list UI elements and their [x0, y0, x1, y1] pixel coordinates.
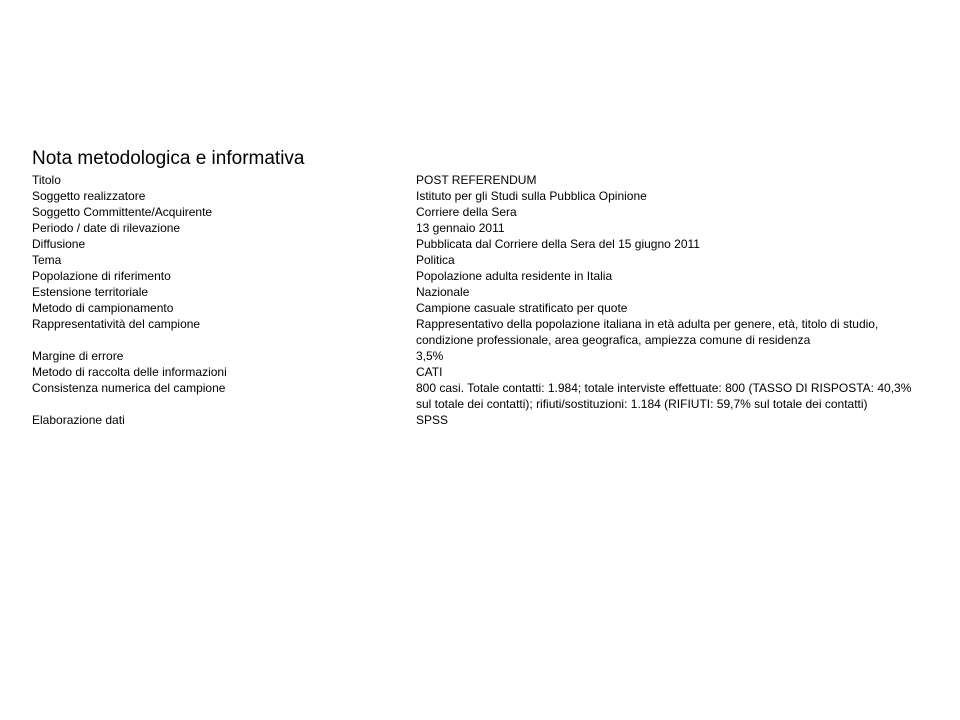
row-label: Metodo di raccolta delle informazioni	[32, 365, 227, 379]
row-label: Periodo / date di rilevazione	[32, 221, 181, 235]
table-row	[32, 284, 912, 300]
row-label: Margine di errore	[32, 349, 124, 363]
row-value: SPSS	[416, 413, 449, 427]
row-label: Metodo di campionamento	[32, 301, 174, 315]
table-row	[32, 188, 912, 204]
table-row	[32, 348, 912, 364]
row-value: CATI	[416, 365, 443, 379]
table-row	[32, 380, 912, 412]
row-value: POST REFERENDUM	[416, 173, 537, 187]
page-title: Nota metodologica e informativa	[32, 148, 305, 169]
table-row	[32, 364, 912, 380]
row-label: Elaborazione dati	[32, 413, 125, 427]
row-value: Popolazione adulta residente in Italia	[416, 269, 613, 283]
row-value: 13 gennaio 2011	[416, 221, 505, 235]
row-label: Tema	[32, 253, 62, 267]
table-row	[32, 300, 912, 316]
row-label: Soggetto realizzatore	[32, 189, 146, 203]
row-label: Diffusione	[32, 237, 86, 251]
row-value: Istituto per gli Studi sulla Pubblica Opinione	[416, 189, 647, 203]
row-label: Popolazione di riferimento	[32, 269, 171, 283]
row-label: Titolo	[32, 173, 61, 187]
table-row	[32, 236, 912, 252]
table-row	[32, 172, 912, 188]
row-value: 800 casi. Totale contatti: 1.984; totale interviste effettuate: 800 (TASSO DI RISPOSTA: 40,3% sul totale dei contatti); rifiuti/sostituzioni: 1.184 (RIFIUTI: 59,7% sul totale dei contatti)	[416, 381, 912, 411]
row-value: 3,5%	[416, 349, 444, 363]
row-label: Soggetto Committente/Acquirente	[32, 205, 213, 219]
table-row	[32, 220, 912, 236]
row-label: Rappresentatività del campione	[32, 317, 201, 331]
methodology-note	[32, 147, 912, 428]
row-value: Rappresentativo della popolazione italiana in età adulta per genere, età, titolo di studio, condizione professionale, area geografica, ampiezza comune di residenza	[416, 317, 879, 347]
table-row	[32, 204, 912, 220]
table-row	[32, 412, 912, 428]
row-label: Consistenza numerica del campione	[32, 381, 226, 395]
row-value: Campione casuale stratificato per quote	[416, 301, 628, 315]
table-row	[32, 252, 912, 268]
row-value: Pubblicata dal Corriere della Sera del 15 giugno 2011	[416, 237, 700, 251]
info-table	[32, 172, 912, 428]
table-row	[32, 268, 912, 284]
row-value: Nazionale	[416, 285, 470, 299]
row-value: Politica	[416, 253, 455, 267]
row-label: Estensione territoriale	[32, 285, 149, 299]
row-value: Corriere della Sera	[416, 205, 517, 219]
table-row	[32, 316, 912, 348]
